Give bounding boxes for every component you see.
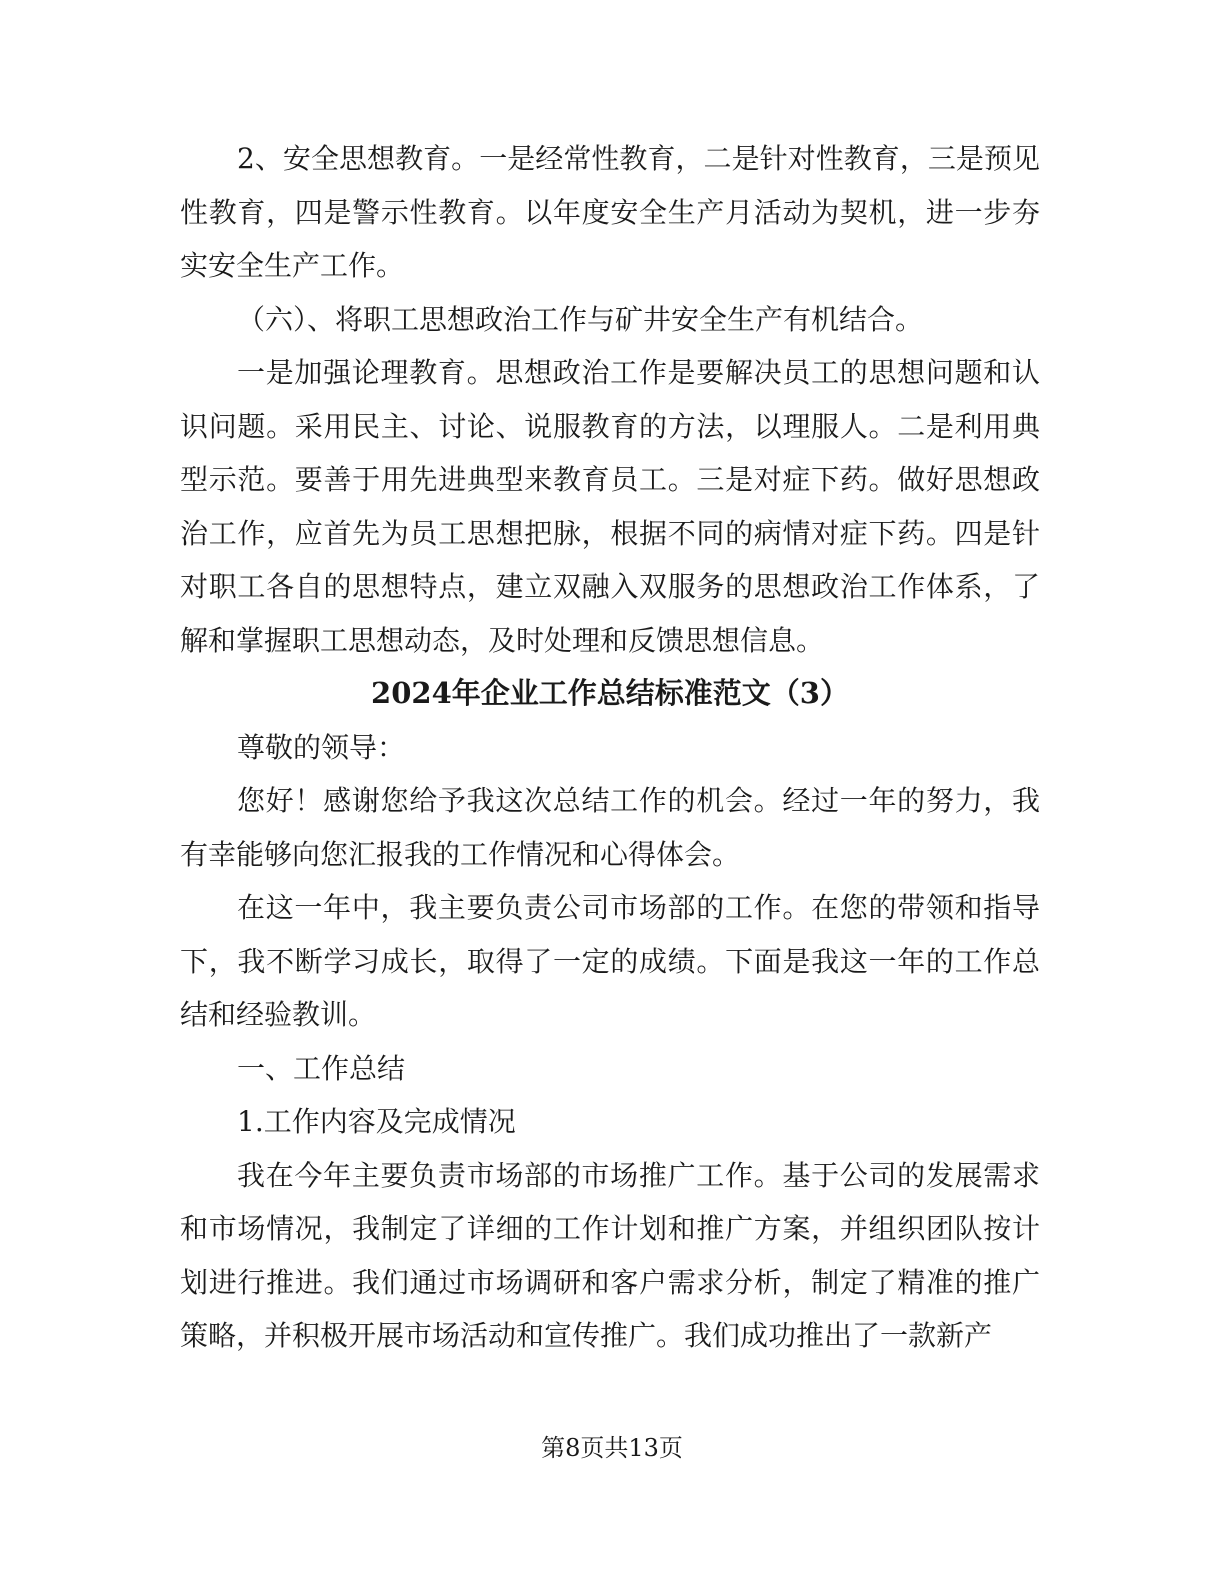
- paragraph-section-six: （六）、将职工思想政治工作与矿井安全生产有机结合。: [237, 302, 924, 336]
- paragraph-safety-education: 2、安全思想教育。一是经常性教育，二是针对性教育，三是预见性教育，四是警示性教育。以年度安全生产月活动为契机，进一步夯实安全生产工作。: [180, 142, 1040, 282]
- section-title: 2024年企业工作总结标准范文（3）: [371, 676, 849, 710]
- page-number-footer: 第8页共13页: [541, 1434, 683, 1462]
- subheading-work-content: 1.工作内容及完成情况: [237, 1105, 516, 1138]
- paragraph-political-work: 一是加强论理教育。思想政治工作是要解决员工的思想问题和认识问题。采用民主、讨论、说服教育的方法，以理服人。二是利用典型示范。要善于用先进典型来教育员工。三是对症下药。做好思想政治工作，应首先为员工思想把脉，根据不同的病情对症下药。四是针对职工各自的思想特点，建立双融入双服务的思想政治工作体系，了解和掌握职工思想动态，及时处理和反馈思想信息。: [180, 356, 1040, 657]
- document-body: [180, 132, 1040, 1363]
- paragraph-year-overview: 在这一年中，我主要负责公司市场部的工作。在您的带领和指导下，我不断学习成长，取得了一定的成绩。下面是我这一年的工作总结和经验教训。: [180, 891, 1040, 1031]
- paragraph-marketing-work: 我在今年主要负责市场部的市场推广工作。基于公司的发展需求和市场情况，我制定了详细的工作计划和推广方案，并组织团队按计划进行推进。我们通过市场调研和客户需求分析，制定了精准的推广策略，并积极开展市场活动和宣传推广。我们成功推出了一款新产: [180, 1158, 1040, 1352]
- paragraph-greeting: 您好！感谢您给予我这次总结工作的机会。经过一年的努力，我有幸能够向您汇报我的工作情况和心得体会。: [180, 784, 1040, 871]
- subheading-work-summary: 一、工作总结: [237, 1051, 406, 1085]
- paragraph-salutation: 尊敬的领导：: [237, 730, 406, 764]
